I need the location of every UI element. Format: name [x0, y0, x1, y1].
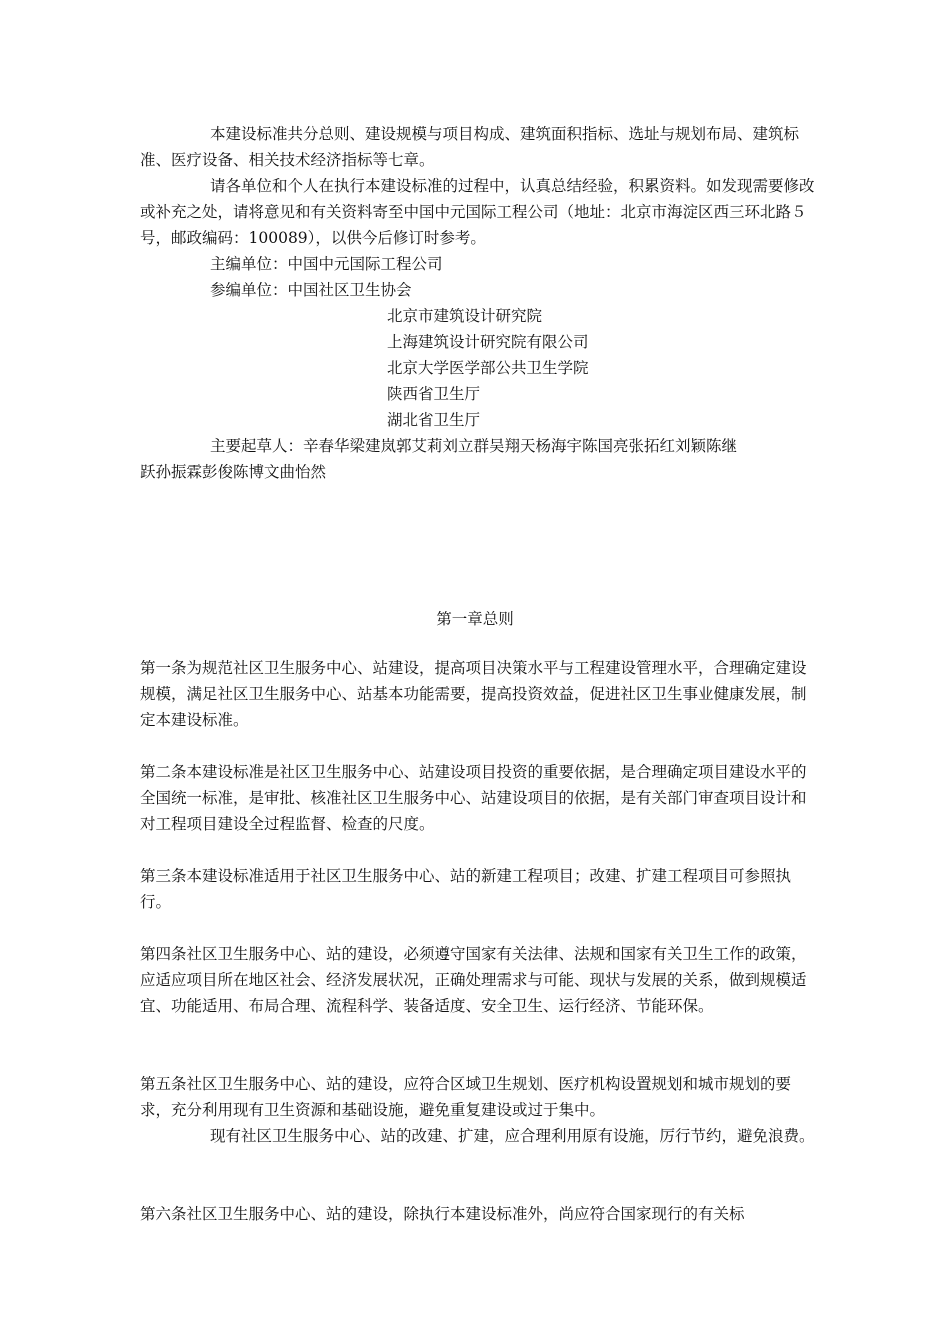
co-editor-org: 北京大学医学部公共卫生学院 — [387, 359, 589, 377]
article-5-continuation: 现有社区卫生服务中心、站的改建、扩建，应合理利用原有设施，厉行节约，避免浪费。 — [210, 1127, 815, 1145]
chief-editor-unit: 主编单位：中国中元国际工程公司 — [210, 255, 443, 273]
main-drafters: 主要起草人：辛春华梁建岚郭艾莉刘立群吴翔天杨海宇陈国亮张拓红刘颖陈继跃孙振霖彭俊陈博文曲怡然 — [140, 437, 738, 481]
preface-paragraph-chapters: 本建设标准共分总则、建设规模与项目构成、建筑面积指标、选址与规划布局、建筑标准、医疗设备、相关技术经济指标等七章。 — [140, 125, 800, 169]
co-editor-org: 湖北省卫生厅 — [387, 411, 481, 429]
chapter-title: 第一章总则 — [436, 610, 514, 628]
co-editor-org: 北京市建筑设计研究院 — [387, 307, 543, 325]
co-editor-org: 上海建筑设计研究院有限公司 — [387, 333, 589, 351]
article-1: 第一条为规范社区卫生服务中心、站建设，提高项目决策水平与工程建设管理水平，合理确定建设规模，满足社区卫生服务中心、站基本功能需要，提高投资效益，促进社区卫生事业健康发展，制定本建设标准。 — [140, 659, 807, 729]
co-editor-unit: 参编单位：中国社区卫生协会 — [210, 281, 412, 299]
article-4: 第四条社区卫生服务中心、站的建设，必须遵守国家有关法律、法规和国家有关卫生工作的政策，应适应项目所在地区社会、经济发展状况，正确处理需求与可能、现状与发展的关系，做到规模适宜、功能适用、布局合理、流程科学、装备适度、安全卫生、运行经济、节能环保。 — [140, 945, 807, 1015]
article-2: 第二条本建设标准是社区卫生服务中心、站建设项目投资的重要依据，是合理确定项目建设水平的全国统一标准，是审批、核准社区卫生服务中心、站建设项目的依据，是有关部门审查项目设计和对工程项目建设全过程监督、检查的尺度。 — [140, 763, 807, 833]
co-editor-org: 陕西省卫生厅 — [387, 385, 481, 403]
article-3: 第三条本建设标准适用于社区卫生服务中心、站的新建工程项目；改建、扩建工程项目可参照执行。 — [140, 867, 792, 911]
article-5: 第五条社区卫生服务中心、站的建设，应符合区域卫生规划、医疗机构设置规划和城市规划的要求，充分利用现有卫生资源和基础设施，避免重复建设或过于集中。 — [140, 1075, 792, 1119]
preface-paragraph-feedback: 请各单位和个人在执行本建设标准的过程中，认真总结经验，积累资料。如发现需要修改或补充之处，请将意见和有关资料寄至中国中元国际工程公司（地址：北京市海淀区西三环北路５号，邮政编码：100089），以供今后修订时参考。 — [140, 177, 815, 247]
article-6: 第六条社区卫生服务中心、站的建设，除执行本建设标准外，尚应符合国家现行的有关标 — [140, 1205, 745, 1223]
